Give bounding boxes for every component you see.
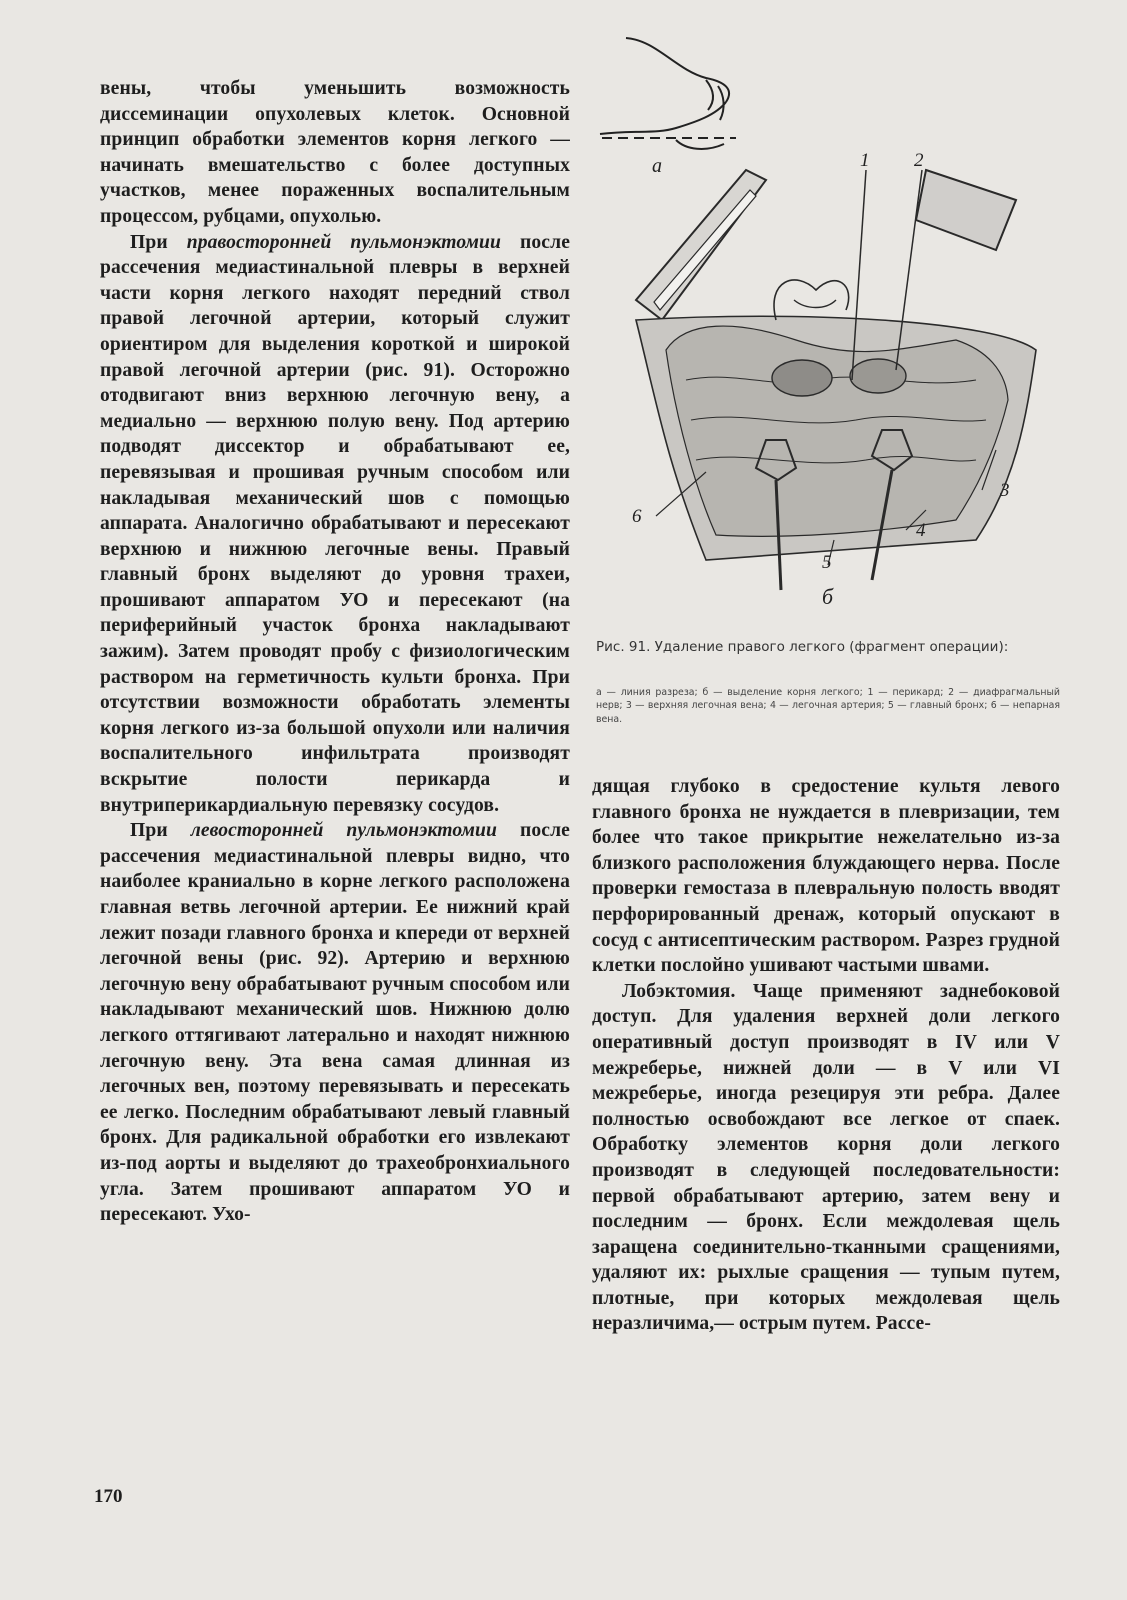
left-column	[100, 76, 570, 1228]
paragraph-r1: дящая глубоко в средостение культя левого главного бронха не нуждается в плевризации, тем более что такое прикрытие нежелательно из-за близкого расположения блуждающего нерва. После проверки гемостаза в плевральную полость вводят перфорированный дренаж, который опускают в сосуд с антисептическим раствором. Разрез грудной клетки послойно ушивают частыми швами.	[592, 776, 1060, 977]
inset-a-drawing	[600, 38, 736, 149]
fig-number-4: 4	[916, 520, 926, 541]
figure-caption-legend: а — линия разреза; б — выделение корня легкого; 1 — перикард; 2 — диафрагмальный нерв; 3 — верхняя легочная вена; 4 — легочная артерия; 5 — главный бронх; 6 — непарная вена.	[596, 687, 1060, 725]
figure-91-illustration	[596, 20, 1066, 640]
term-left-pneumonectomy: левосторонней пульмонэктомии	[190, 820, 498, 842]
paragraph-1: вены, чтобы уменьшить возможность диссеминации опухолевых клеток. Основной принцип обработки элементов корня легкого — начинать вмешательство с более доступных участков, менее пораженных воспалительным процессом, рубцами, опухолью.	[100, 78, 570, 227]
page-number: 170	[94, 1486, 123, 1507]
figure-caption-title: Рис. 91. Удаление правого легкого (фрагмент операции):	[596, 639, 1009, 655]
fig-number-3: 3	[1000, 480, 1010, 501]
fig-number-1: 1	[860, 150, 870, 171]
right-column	[592, 774, 1060, 1337]
paragraph-r2: Лобэктомия. Чаще применяют заднебоковой доступ. Для удаления верхней доли легкого оперативный доступ производят в IV или V межреберье, нижней доли — в V или VI межреберье, иногда резецируя эти ребра. Далее полностью освобождают все легкое от спаек. Обработку элементов корня доли легкого производят в следующей последовательности: первой обрабатывают артерию, затем вену и последним — бронх. Если междолевая щель заращена соединительно-тканными сращениями, удаляют их: рыхлые сращения — тупым путем, плотные, при которых междолевая щель неразличима,— острым путем. Рассе-	[592, 980, 1060, 1335]
fig-number-5: 5	[822, 552, 832, 573]
fig-number-6: 6	[632, 506, 642, 527]
term-right-pneumonectomy: правосторонней пульмонэктомии	[186, 231, 501, 253]
paragraph-2: При правосторонней пульмонэктомии после рассечения медиастинальной плевры в верхней части корня легкого находят передний ствол правой легочной артерии, который служит ориентиром для выделения короткой и широкой правой легочной артерии (рис. 91). Осторожно отодвигают вниз верхнюю легочную вену, а медиально — верхнюю полую вену. Под артерию подводят диссектор и обрабатывают ее, перевязывая и прошивая ручным способом или накладывая механический шов с помощью аппарата. Аналогично обрабатывают и пересекают верхнюю и нижнюю легочные вены. Правый главный бронх выделяют до уровня трахеи, прошивают аппаратом УО и пересекают (на периферийный участок бронха накладывают зажим). Затем проводят пробу с физиологическим раствором на герметичность культи бронха. При отсутствии возможности обработать элементы корня легкого из-за большой опухоли или наличия воспалительного инфильтрата производят вскрытие полости перикарда и внутриперикардиальную перевязку сосудов.	[100, 231, 570, 816]
term-lobectomy: Лобэктомия	[622, 980, 731, 1002]
fig-label-a: а	[652, 155, 662, 177]
paragraph-3: При левосторонней пульмонэктомии после рассечения медиастинальной плевры видно, что наиболее краниально в корне легкого расположена главная ветвь легочной артерии. Ее нижний край лежит позади главного бронха и кпереди от верхней легочной вены (рис. 92). Артерию и верхнюю легочную вену обрабатывают ручным способом или накладывают механический шов. Нижнюю долю легкого оттягивают латерально и находят нижнюю легочную вену. Эта вена самая длинная из легочных вен, поэтому перевязывать и пересекать ее легко. Последним обрабатывают левый главный бронх. Для радикальной обработки его извлекают из-под аорты и выделяют до трахеобронхиального угла. Затем прошивают аппаратом УО и пересекают. Ухо-	[100, 820, 570, 1226]
surgical-field-drawing	[636, 170, 1036, 590]
fig-label-b: б	[822, 584, 834, 609]
fig-number-2: 2	[914, 150, 924, 171]
